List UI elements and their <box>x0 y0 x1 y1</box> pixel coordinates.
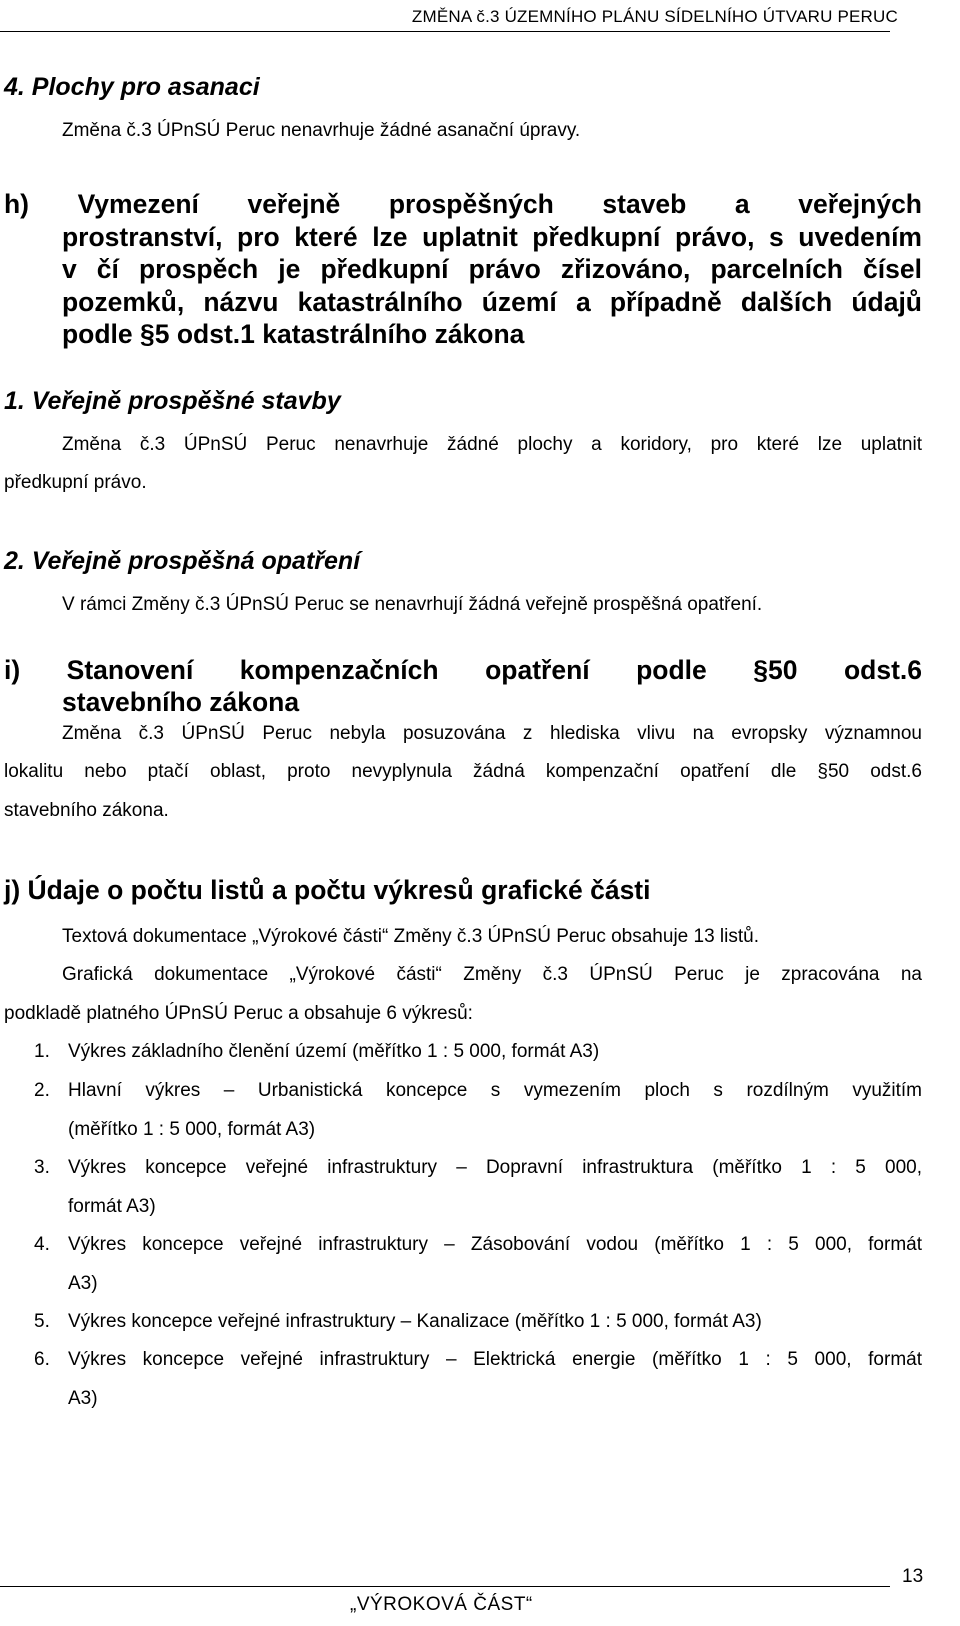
section-j-heading: j) Údaje o počtu listů a počtu výkresů grafické části <box>4 875 651 905</box>
section-i-heading <box>4 654 922 718</box>
list-text <box>68 1341 922 1418</box>
subsection-2-heading: 2. Veřejně prospěšná opatření <box>4 547 361 575</box>
page-number: 13 <box>902 1566 924 1587</box>
section-h-line-2: prostranství, pro které lze uplatnit předkupní právo, s uvedením <box>62 221 922 252</box>
section-i-text-line-2 <box>4 761 922 783</box>
section-j-text-2-line-1 <box>62 964 922 986</box>
subsection-1-text-line-2: předkupní právo. <box>4 472 147 493</box>
header-title: ZMĚNA č.3 ÚZEMNÍHO PLÁNU SÍDELNÍHO ÚTVARU PERUC <box>411 7 898 26</box>
list-line: Výkres koncepce veřejné infrastruktury – Zásobování vodou (měřítko 1 : 5 000, formát <box>68 1234 922 1255</box>
list-text <box>68 1033 922 1072</box>
subsection-1-line-1: Změna č.3 ÚPnSÚ Peruc nenavrhuje žádné plochy a koridory, pro které lze uplatnit <box>62 434 922 455</box>
section-i-line-text-1: Změna č.3 ÚPnSÚ Peruc nebyla posuzována z hlediska vlivu na evropsky významnou <box>62 723 922 744</box>
section-i-text-line-1 <box>62 723 922 745</box>
list-text <box>68 1303 922 1342</box>
section-h-line-3: v čí prospěch je předkupní právo zřizováno, parcelních čísel <box>62 254 922 284</box>
list-number: 5. <box>34 1311 50 1332</box>
list-line: A3) <box>68 1272 98 1294</box>
list-line: Výkres koncepce veřejné infrastruktury – Elektrická energie (měřítko 1 : 5 000, formát <box>68 1349 922 1370</box>
list-line: (měřítko 1 : 5 000, formát A3) <box>68 1118 316 1140</box>
section-h-heading <box>4 188 922 351</box>
list-text <box>68 1149 922 1226</box>
footer-rule <box>0 1586 890 1587</box>
section-i-line-1: i) Stanovení kompenzačních opatření podle §50 odst.6 <box>4 655 922 685</box>
section-j-text-1: Textová dokumentace „Výrokové části“ Změny č.3 ÚPnSÚ Peruc obsahuje 13 listů. <box>62 926 759 947</box>
list-line: formát A3) <box>68 1195 156 1217</box>
section-4-text: Změna č.3 ÚPnSÚ Peruc nenavrhuje žádné asanační úpravy. <box>62 120 581 141</box>
list-line: Hlavní výkres – Urbanistická koncepce s vymezením ploch s rozdílným využitím <box>68 1080 922 1101</box>
section-j-line-text-2a: Grafická dokumentace „Výrokové části“ Změny č.3 ÚPnSÚ Peruc je zpracována na <box>62 964 922 985</box>
list-number: 1. <box>34 1041 50 1062</box>
header-rule <box>0 31 890 32</box>
list-text <box>68 1072 922 1149</box>
section-j-text-2-line-2: podkladě platného ÚPnSÚ Peruc a obsahuje 6 výkresů: <box>4 1003 473 1024</box>
section-i-line-2: stavebního zákona <box>62 687 300 717</box>
footer-label: „VÝROKOVÁ ČÁST“ <box>350 1594 533 1615</box>
section-i-line-text-2: lokalitu nebo ptačí oblast, proto nevyplynula žádná kompenzační opatření dle §50 odst.6 <box>4 761 922 782</box>
list-line: Výkres základního členění území (měřítko 1 : 5 000, formát A3) <box>68 1041 600 1062</box>
section-h-line-5: podle §5 odst.1 katastrálního zákona <box>62 319 525 349</box>
section-h-line-4: pozemků, názvu katastrálního území a případně dalších údajů <box>62 286 922 317</box>
section-i-text-line-3: stavebního zákona. <box>4 800 169 821</box>
list-number: 2. <box>34 1080 50 1101</box>
list-line: Výkres koncepce veřejné infrastruktury – Dopravní infrastruktura (měřítko 1 : 5 000, <box>68 1157 922 1178</box>
section-4-heading: 4. Plochy pro asanaci <box>4 73 260 101</box>
list-number: 6. <box>34 1349 50 1370</box>
section-h-line-1: h) Vymezení veřejně prospěšných staveb a veřejných <box>4 189 922 219</box>
list-number: 3. <box>34 1157 50 1178</box>
list-number: 4. <box>34 1234 50 1255</box>
subsection-1-heading: 1. Veřejně prospěšné stavby <box>4 387 341 415</box>
subsection-1-text-line-1 <box>62 434 922 456</box>
list-line: A3) <box>68 1387 98 1409</box>
list-text <box>68 1226 922 1303</box>
subsection-2-text: V rámci Změny č.3 ÚPnSÚ Peruc se nenavrhují žádná veřejně prospěšná opatření. <box>62 594 763 615</box>
list-line: Výkres koncepce veřejné infrastruktury – Kanalizace (měřítko 1 : 5 000, formát A3) <box>68 1311 762 1332</box>
